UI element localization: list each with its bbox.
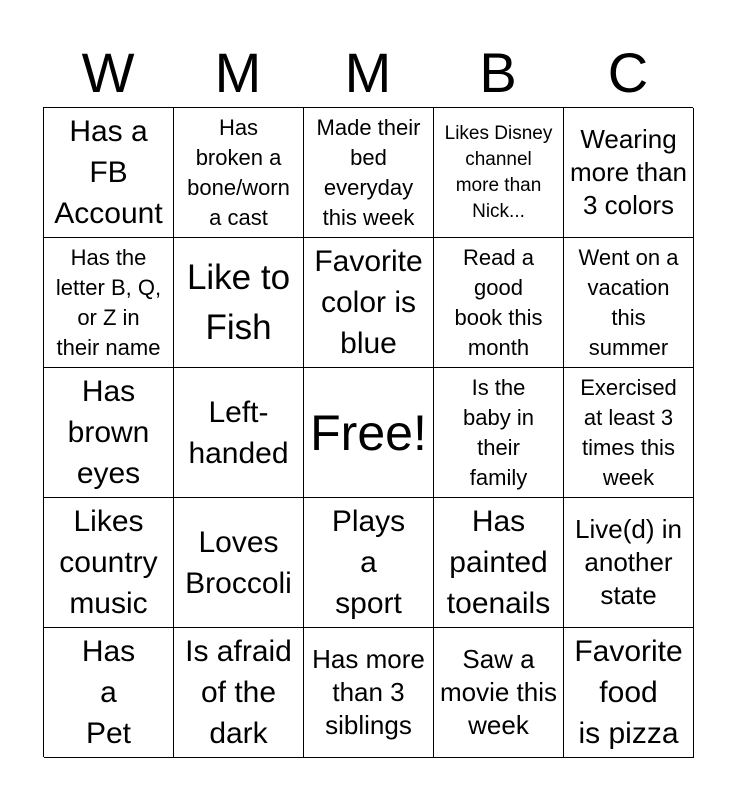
bingo-cell[interactable]	[564, 238, 694, 368]
bingo-cell[interactable]	[564, 628, 694, 758]
bingo-cell[interactable]	[44, 498, 174, 628]
bingo-cell[interactable]	[44, 238, 174, 368]
cell-text: Read a good book this month	[454, 244, 543, 360]
cell-text: Likes Disney channel more than Nick...	[444, 122, 553, 222]
bingo-cell[interactable]	[304, 498, 434, 628]
bingo-cell[interactable]	[434, 238, 564, 368]
cell-text: Made their bed everyday this week	[316, 114, 421, 230]
header-letter-5: C	[607, 41, 649, 104]
bingo-cell[interactable]	[304, 368, 434, 498]
bingo-cell[interactable]	[174, 498, 304, 628]
bingo-cell[interactable]	[304, 108, 434, 238]
header-letter-4: B	[479, 41, 517, 104]
cell-text: Loves Broccoli	[185, 525, 292, 600]
cell-text: Exercised at least 3 times this week	[580, 374, 677, 490]
header-letter-3: M	[344, 41, 392, 104]
cell-text: Has painted toenails	[446, 505, 551, 620]
header-letter-2: M	[214, 41, 262, 104]
bingo-cell[interactable]	[44, 368, 174, 498]
cell-text: Wearing more than 3 colors	[569, 124, 688, 220]
bingo-cell[interactable]	[174, 368, 304, 498]
bingo-cell[interactable]	[434, 108, 564, 238]
bingo-grid	[43, 107, 693, 757]
cell-text: Has a Pet	[81, 635, 136, 750]
cell-text: Is the baby in their family	[463, 374, 534, 490]
bingo-cell[interactable]	[44, 628, 174, 758]
bingo-cell[interactable]	[44, 108, 174, 238]
bingo-cell[interactable]	[304, 238, 434, 368]
bingo-cell[interactable]	[174, 108, 304, 238]
cell-text: Has a FB Account	[54, 115, 163, 230]
bingo-cell[interactable]	[434, 628, 564, 758]
bingo-cell[interactable]	[434, 498, 564, 628]
bingo-cell[interactable]	[564, 498, 694, 628]
cell-text: Is afraid of the dark	[185, 635, 292, 750]
cell-text: Went on a vacation this summer	[578, 244, 679, 360]
bingo-header	[43, 40, 693, 106]
cell-text: Has broken a bone/worn a cast	[187, 114, 290, 230]
header-letter-1: W	[81, 41, 135, 104]
cell-text: Has the letter B, Q, or Z in their name	[55, 244, 162, 360]
cell-text: Favorite color is blue	[314, 245, 423, 360]
cell-text: Free!	[310, 404, 427, 461]
cell-text: Likes country music	[59, 505, 158, 620]
cell-text: Has more than 3 siblings	[312, 644, 425, 740]
bingo-cell[interactable]	[564, 108, 694, 238]
bingo-cell[interactable]	[564, 368, 694, 498]
bingo-cell[interactable]	[174, 238, 304, 368]
bingo-cell[interactable]	[174, 628, 304, 758]
cell-text: Favorite food is pizza	[574, 635, 683, 750]
cell-text: Saw a movie this week	[439, 644, 558, 740]
cell-text: Like to Fish	[186, 257, 291, 347]
bingo-cell[interactable]	[434, 368, 564, 498]
cell-text: Has brown eyes	[67, 375, 150, 490]
bingo-cell[interactable]	[304, 628, 434, 758]
cell-text: Live(d) in another state	[575, 514, 682, 610]
cell-text: Left- handed	[188, 395, 289, 470]
cell-text: Plays a sport	[331, 505, 406, 620]
